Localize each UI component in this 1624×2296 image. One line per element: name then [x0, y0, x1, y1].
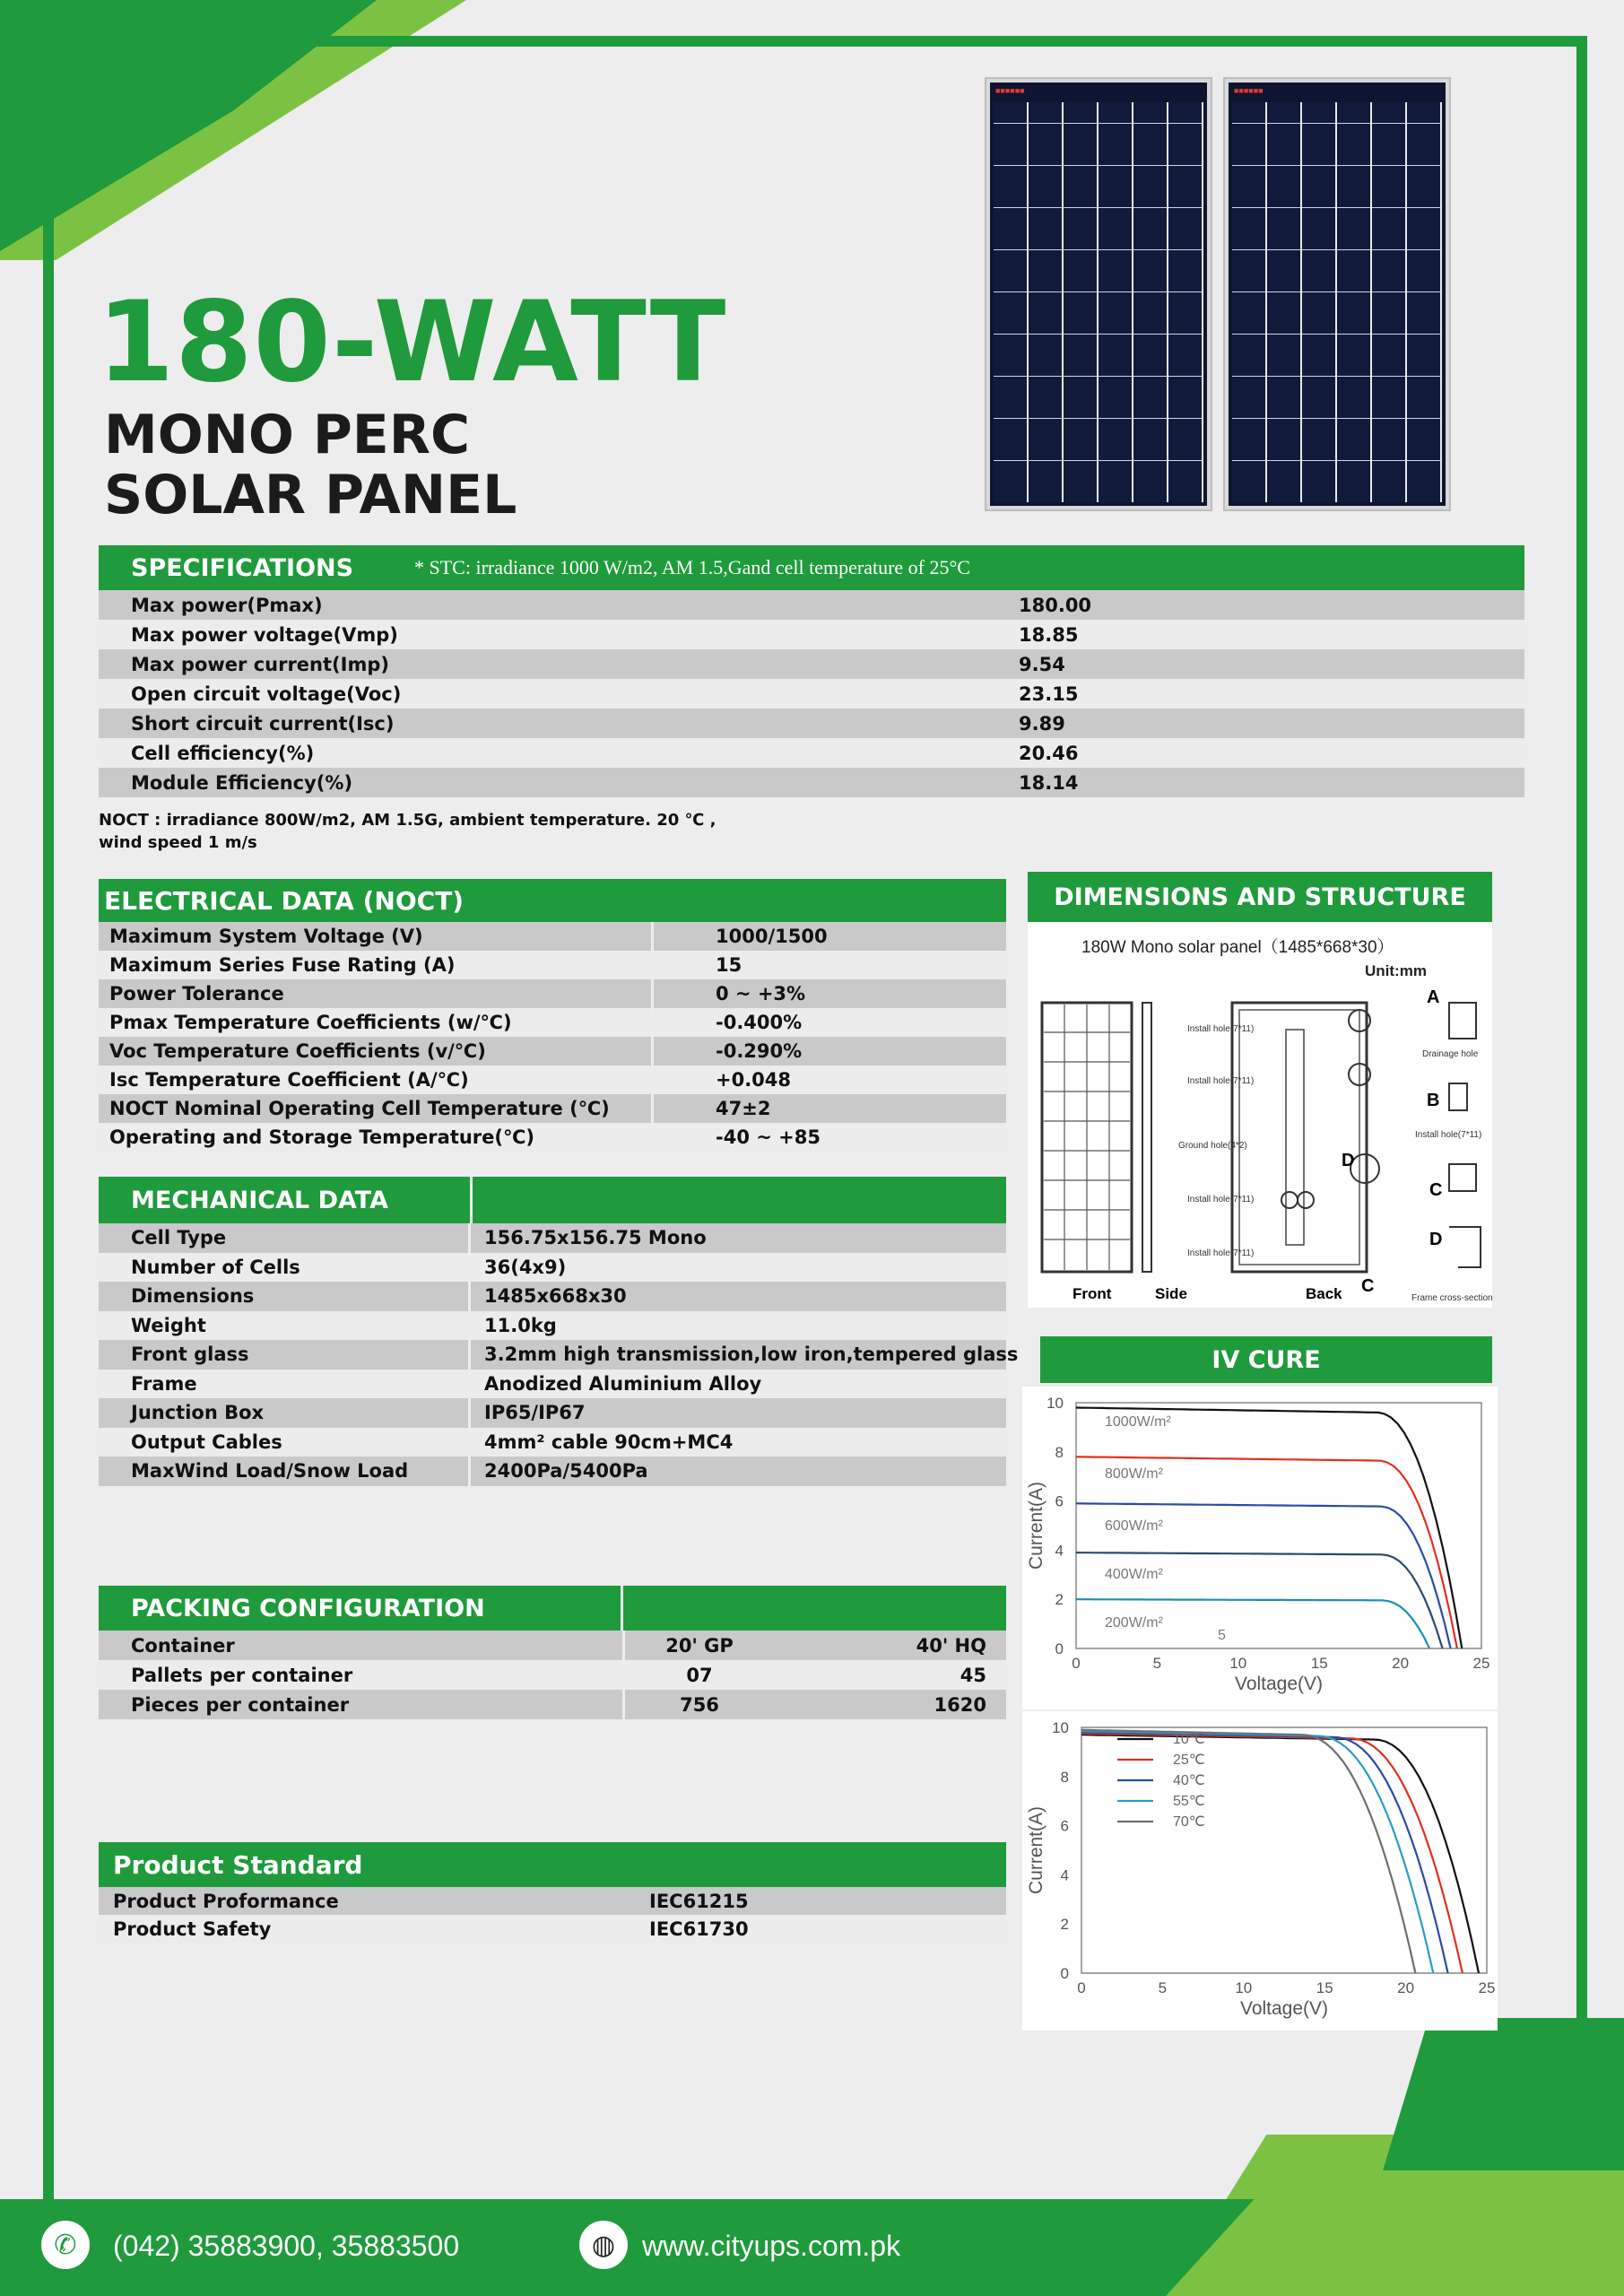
column-divider [651, 1037, 654, 1065]
iv-title: IV CURE [1211, 1345, 1321, 1374]
noct-note [99, 809, 716, 854]
electrical-value: 1000/1500 [716, 926, 828, 947]
mechanical-value: 11.0kg [484, 1314, 557, 1336]
column-divider [622, 1631, 625, 1660]
mechanical-row [99, 1311, 1006, 1341]
mechanical-table [99, 1177, 1019, 1486]
electrical-value: 47±2 [716, 1098, 771, 1119]
mechanical-label: Cell Type [131, 1227, 227, 1249]
footer-phone[interactable]: (042) 35883900, 35883500 [113, 2230, 460, 2262]
y-tick-label: 2 [1060, 1916, 1069, 1934]
packing-col-b: 40' HQ [916, 1634, 986, 1657]
column-divider [622, 1690, 625, 1719]
column-divider [468, 1223, 471, 1253]
standard-rows [99, 1887, 1006, 1943]
x-tick-label: 15 [1316, 1979, 1333, 1996]
chart-annotation: 5 [1218, 1628, 1226, 1643]
electrical-row [99, 1094, 1006, 1123]
x-axis-label: Voltage(V) [1234, 1674, 1324, 1694]
y-tick-label: 0 [1060, 1965, 1069, 1982]
y-tick-label: 10 [1052, 1719, 1069, 1736]
electrical-value: 15 [716, 954, 743, 976]
packing-row [99, 1660, 1006, 1690]
hole-label-4: Install hole(7*11) [1187, 1195, 1255, 1205]
hole-label-5: Install hole(7*11) [1187, 1248, 1255, 1258]
standard-header [99, 1842, 1006, 1887]
mechanical-row [99, 1457, 1006, 1486]
series-label: 800W/m² [1105, 1466, 1163, 1482]
subtitle-line-2: SOLAR PANEL [104, 464, 517, 527]
spec-row [99, 620, 1524, 649]
x-tick-label: 20 [1392, 1655, 1410, 1672]
column-divider [622, 1660, 625, 1690]
series-label: 400W/m² [1105, 1567, 1163, 1582]
phone-icon: ✆ [41, 2221, 90, 2269]
panel-brand-mark: ■■■■■■ [995, 86, 1025, 95]
iv-chart-irradiance-svg [1022, 1387, 1498, 1709]
mechanical-title: MECHANICAL DATA [131, 1186, 389, 1214]
electrical-row [99, 1123, 1006, 1152]
side-view [1142, 1003, 1151, 1272]
packing-row [99, 1690, 1006, 1719]
back-view [1232, 1003, 1379, 1272]
header-divider [621, 1586, 623, 1631]
electrical-label: Operating and Storage Temperature(℃) [109, 1126, 535, 1148]
spec-label: Short circuit current(Isc) [131, 712, 395, 735]
spec-row [99, 709, 1524, 738]
y-tick-label: 4 [1055, 1542, 1064, 1560]
mechanical-value: Anodized Aluminium Alloy [484, 1372, 762, 1395]
y-tick-label: 0 [1055, 1640, 1064, 1657]
mechanical-label: Frame [131, 1372, 197, 1395]
electrical-row [99, 951, 1006, 979]
x-tick-label: 20 [1397, 1979, 1415, 1996]
column-divider [651, 1065, 654, 1094]
electrical-row [99, 1008, 1006, 1037]
frame-right [1576, 36, 1587, 2224]
packing-header [99, 1586, 1006, 1631]
x-tick-label: 25 [1478, 1979, 1496, 1996]
electrical-rows [99, 922, 1006, 1152]
dimensions-caption: 180W Mono solar panel（1485*668*30） [1081, 938, 1394, 957]
packing-label: Pieces per container [131, 1693, 350, 1716]
spec-value: 9.89 [1019, 712, 1065, 735]
mechanical-value: 156.75x156.75 Mono [484, 1227, 707, 1249]
spec-row [99, 679, 1524, 709]
electrical-value: -0.400% [716, 1012, 803, 1033]
packing-title: PACKING CONFIGURATION [131, 1594, 485, 1622]
series-line [1081, 1730, 1415, 1973]
mechanical-value: 3.2mm high transmission,low iron,tempered glass [484, 1344, 1019, 1366]
mechanical-label: Junction Box [131, 1402, 265, 1424]
packing-row [99, 1631, 1006, 1660]
x-tick-label: 10 [1229, 1655, 1247, 1672]
y-tick-label: 4 [1060, 1866, 1069, 1884]
series-label: 200W/m² [1105, 1615, 1163, 1631]
spec-value: 18.85 [1019, 623, 1079, 646]
spec-label: Max power(Pmax) [131, 594, 323, 616]
packing-col-a: 20' GP [665, 1634, 734, 1657]
electrical-label: NOCT Nominal Operating Cell Temperature (℃) [109, 1098, 610, 1119]
specifications-title: SPECIFICATIONS [131, 553, 354, 582]
electrical-label: Maximum Series Fuse Rating (A) [109, 954, 456, 976]
side-label: Side [1155, 1285, 1187, 1302]
noct-note-line-2: wind speed 1 m/s [99, 833, 257, 853]
hole-label-3: Ground hole(4*2) [1178, 1141, 1247, 1151]
y-tick-label: 2 [1055, 1591, 1064, 1609]
legend-entry: 40℃ [1173, 1773, 1205, 1788]
footer-website[interactable]: www.cityups.com.pk [642, 2230, 901, 2262]
x-tick-label: 25 [1472, 1655, 1490, 1672]
side-label-install: Install hole(7*11) [1415, 1130, 1482, 1140]
standard-table [99, 1842, 1006, 1943]
legend-entry: 25℃ [1173, 1752, 1205, 1768]
globe-icon: ◍ [579, 2221, 628, 2269]
y-axis-label: Current(A) [1026, 1805, 1046, 1895]
spec-label: Max power voltage(Vmp) [131, 623, 398, 646]
column-divider [651, 1094, 654, 1123]
unit-label: Unit:mm [1365, 962, 1427, 979]
mechanical-row [99, 1428, 1006, 1457]
electrical-label: Isc Temperature Coefficient (A/℃) [109, 1069, 469, 1091]
hole-label-1: Install hole(7*11) [1187, 1024, 1255, 1034]
callout-a: A [1427, 987, 1440, 1007]
frame-left [43, 36, 54, 2224]
iv-chart-temperature-svg [1022, 1711, 1498, 2031]
column-divider [468, 1370, 471, 1399]
electrical-title: ELECTRICAL DATA (NOCT) [104, 885, 465, 916]
standard-row [99, 1887, 1006, 1915]
panel-cells [994, 102, 1203, 502]
column-divider [468, 1340, 471, 1370]
packing-col-a: 756 [680, 1693, 719, 1716]
x-tick-label: 5 [1158, 1979, 1168, 1996]
dimensions-drawing [1028, 922, 1492, 1308]
column-divider [651, 951, 654, 979]
iv-chart-temperature [1022, 1711, 1498, 2031]
dimensions-svg [1028, 922, 1492, 1308]
mechanical-label: Weight [131, 1314, 206, 1336]
x-tick-label: 15 [1310, 1655, 1328, 1672]
column-divider [468, 1311, 471, 1341]
mechanical-header [99, 1177, 1006, 1223]
electrical-row [99, 1065, 1006, 1094]
electrical-value: 0 ~ +3% [716, 983, 806, 1004]
spec-row [99, 649, 1524, 679]
mechanical-label: MaxWind Load/Snow Load [131, 1460, 409, 1483]
spec-value: 18.14 [1019, 771, 1079, 794]
mechanical-value: 1485x668x30 [484, 1285, 627, 1308]
packing-col-a: 07 [686, 1664, 713, 1686]
packing-col-b: 1620 [934, 1693, 986, 1716]
standard-label: Product Proformance [113, 1890, 339, 1912]
mechanical-row [99, 1340, 1019, 1370]
callout-c: C [1429, 1180, 1443, 1200]
electrical-label: Voc Temperature Coefficients (v/℃) [109, 1040, 486, 1062]
subtitle-line-1: MONO PERC [104, 404, 471, 466]
packing-rows [99, 1631, 1006, 1719]
column-divider [468, 1398, 471, 1428]
x-tick-label: 0 [1077, 1979, 1086, 1996]
mechanical-row [99, 1398, 1006, 1428]
mechanical-label: Front glass [131, 1344, 249, 1366]
frame-top [54, 36, 1587, 47]
spec-label: Cell efficiency(%) [131, 742, 315, 764]
x-axis-label: Voltage(V) [1239, 1998, 1329, 2019]
mechanical-value: 4mm² cable 90cm+MC4 [484, 1431, 734, 1453]
stc-note: * STC: irradiance 1000 W/m2, AM 1.5,Gand cell temperature of 25°C [414, 556, 970, 578]
electrical-row [99, 1037, 1006, 1065]
y-tick-label: 6 [1060, 1817, 1069, 1835]
spec-label: Module Efficiency(%) [131, 771, 353, 794]
spec-row [99, 738, 1524, 768]
y-tick-label: 8 [1055, 1443, 1064, 1461]
solar-panel-image-2 [1225, 79, 1449, 509]
series-line [1081, 1731, 1433, 1973]
x-tick-label: 0 [1072, 1655, 1081, 1672]
dimensions-title: DIMENSIONS AND STRUCTURE [1054, 883, 1466, 911]
spec-row [99, 768, 1524, 797]
mechanical-label: Dimensions [131, 1285, 255, 1308]
electrical-value: -0.290% [716, 1040, 803, 1062]
spec-value: 9.54 [1019, 653, 1065, 675]
panel-cells [1232, 102, 1442, 502]
electrical-value: -40 ~ +85 [716, 1126, 821, 1148]
series-label: 600W/m² [1105, 1518, 1163, 1534]
column-divider [651, 979, 654, 1008]
callout-b: B [1427, 1091, 1440, 1110]
plot-area [1081, 1727, 1487, 1973]
column-divider [651, 922, 654, 951]
mechanical-row [99, 1253, 1006, 1283]
side-label-drainage: Drainage hole [1422, 1049, 1479, 1059]
packing-table [99, 1586, 1006, 1719]
mechanical-row [99, 1370, 1006, 1399]
standard-label: Product Safety [113, 1918, 272, 1940]
panel-brand-mark: ■■■■■■ [1234, 86, 1264, 95]
electrical-label: Pmax Temperature Coefficients (w/℃) [109, 1012, 512, 1033]
specifications-rows [99, 590, 1524, 797]
standard-title: Product Standard [113, 1849, 363, 1880]
electrical-label: Power Tolerance [109, 983, 284, 1004]
legend-entry: 10℃ [1173, 1732, 1205, 1747]
electrical-table [99, 879, 1006, 1152]
column-divider [468, 1457, 471, 1486]
x-tick-label: 5 [1152, 1655, 1162, 1672]
mechanical-value: IP65/IP67 [484, 1402, 586, 1424]
side-label-frame: Frame cross-section [1411, 1293, 1492, 1303]
spec-label: Open circuit voltage(Voc) [131, 683, 402, 705]
series-label: 1000W/m² [1105, 1414, 1171, 1430]
callout-c-back: C [1361, 1276, 1375, 1296]
x-tick-label: 10 [1235, 1979, 1253, 1996]
y-axis-label: Current(A) [1026, 1481, 1046, 1570]
y-tick-label: 10 [1046, 1395, 1064, 1412]
page-title: 180-WATT [97, 278, 727, 407]
column-divider [468, 1282, 471, 1311]
electrical-row [99, 979, 1006, 1008]
iv-chart-irradiance [1022, 1387, 1498, 1709]
packing-label: Pallets per container [131, 1664, 353, 1686]
front-view [1042, 1003, 1132, 1272]
packing-label: Container [131, 1634, 235, 1657]
spec-label: Max power current(Imp) [131, 653, 389, 675]
mechanical-rows [99, 1223, 1019, 1486]
page-subtitle [104, 405, 517, 526]
iv-header [1040, 1336, 1492, 1383]
column-divider [468, 1253, 471, 1283]
column-divider [651, 1123, 654, 1152]
series-line [1081, 1734, 1463, 1973]
y-tick-label: 6 [1055, 1492, 1064, 1510]
standard-value: IEC61730 [649, 1918, 749, 1940]
header-divider [470, 1177, 473, 1223]
spec-value: 180.00 [1019, 594, 1092, 616]
electrical-header [99, 879, 1006, 922]
column-divider [468, 1428, 471, 1457]
mechanical-label: Number of Cells [131, 1256, 300, 1278]
standard-value: IEC61215 [649, 1890, 749, 1912]
legend-entry: 70℃ [1173, 1814, 1205, 1830]
electrical-label: Maximum System Voltage (V) [109, 926, 423, 947]
callout-d: D [1342, 1151, 1355, 1170]
specifications-header [99, 545, 1524, 590]
electrical-row [99, 922, 1006, 951]
standard-row [99, 1915, 1006, 1943]
electrical-value: +0.048 [716, 1069, 792, 1091]
hole-label-2: Install hole(7*11) [1187, 1076, 1255, 1086]
column-divider [651, 1008, 654, 1037]
back-label: Back [1306, 1285, 1342, 1302]
spec-value: 20.46 [1019, 742, 1079, 764]
packing-col-b: 45 [960, 1664, 986, 1686]
spec-row [99, 590, 1524, 620]
legend-entry: 55℃ [1173, 1794, 1205, 1809]
spec-value: 23.15 [1019, 683, 1079, 705]
y-tick-label: 8 [1060, 1768, 1069, 1786]
mechanical-value: 36(4x9) [484, 1256, 567, 1278]
solar-panel-image-1 [986, 79, 1211, 509]
mechanical-row [99, 1282, 1006, 1311]
noct-note-line-1: NOCT : irradiance 800W/m2, AM 1.5G, ambient temperature. 20 ℃ , [99, 811, 716, 830]
front-label: Front [1073, 1285, 1112, 1302]
mechanical-label: Output Cables [131, 1431, 282, 1453]
dimensions-header [1028, 872, 1492, 922]
specifications-table [99, 545, 1524, 797]
callout-d-detail: D [1429, 1230, 1443, 1249]
series-line [1081, 1735, 1479, 1973]
mechanical-row [99, 1223, 1006, 1253]
mechanical-value: 2400Pa/5400Pa [484, 1460, 648, 1483]
